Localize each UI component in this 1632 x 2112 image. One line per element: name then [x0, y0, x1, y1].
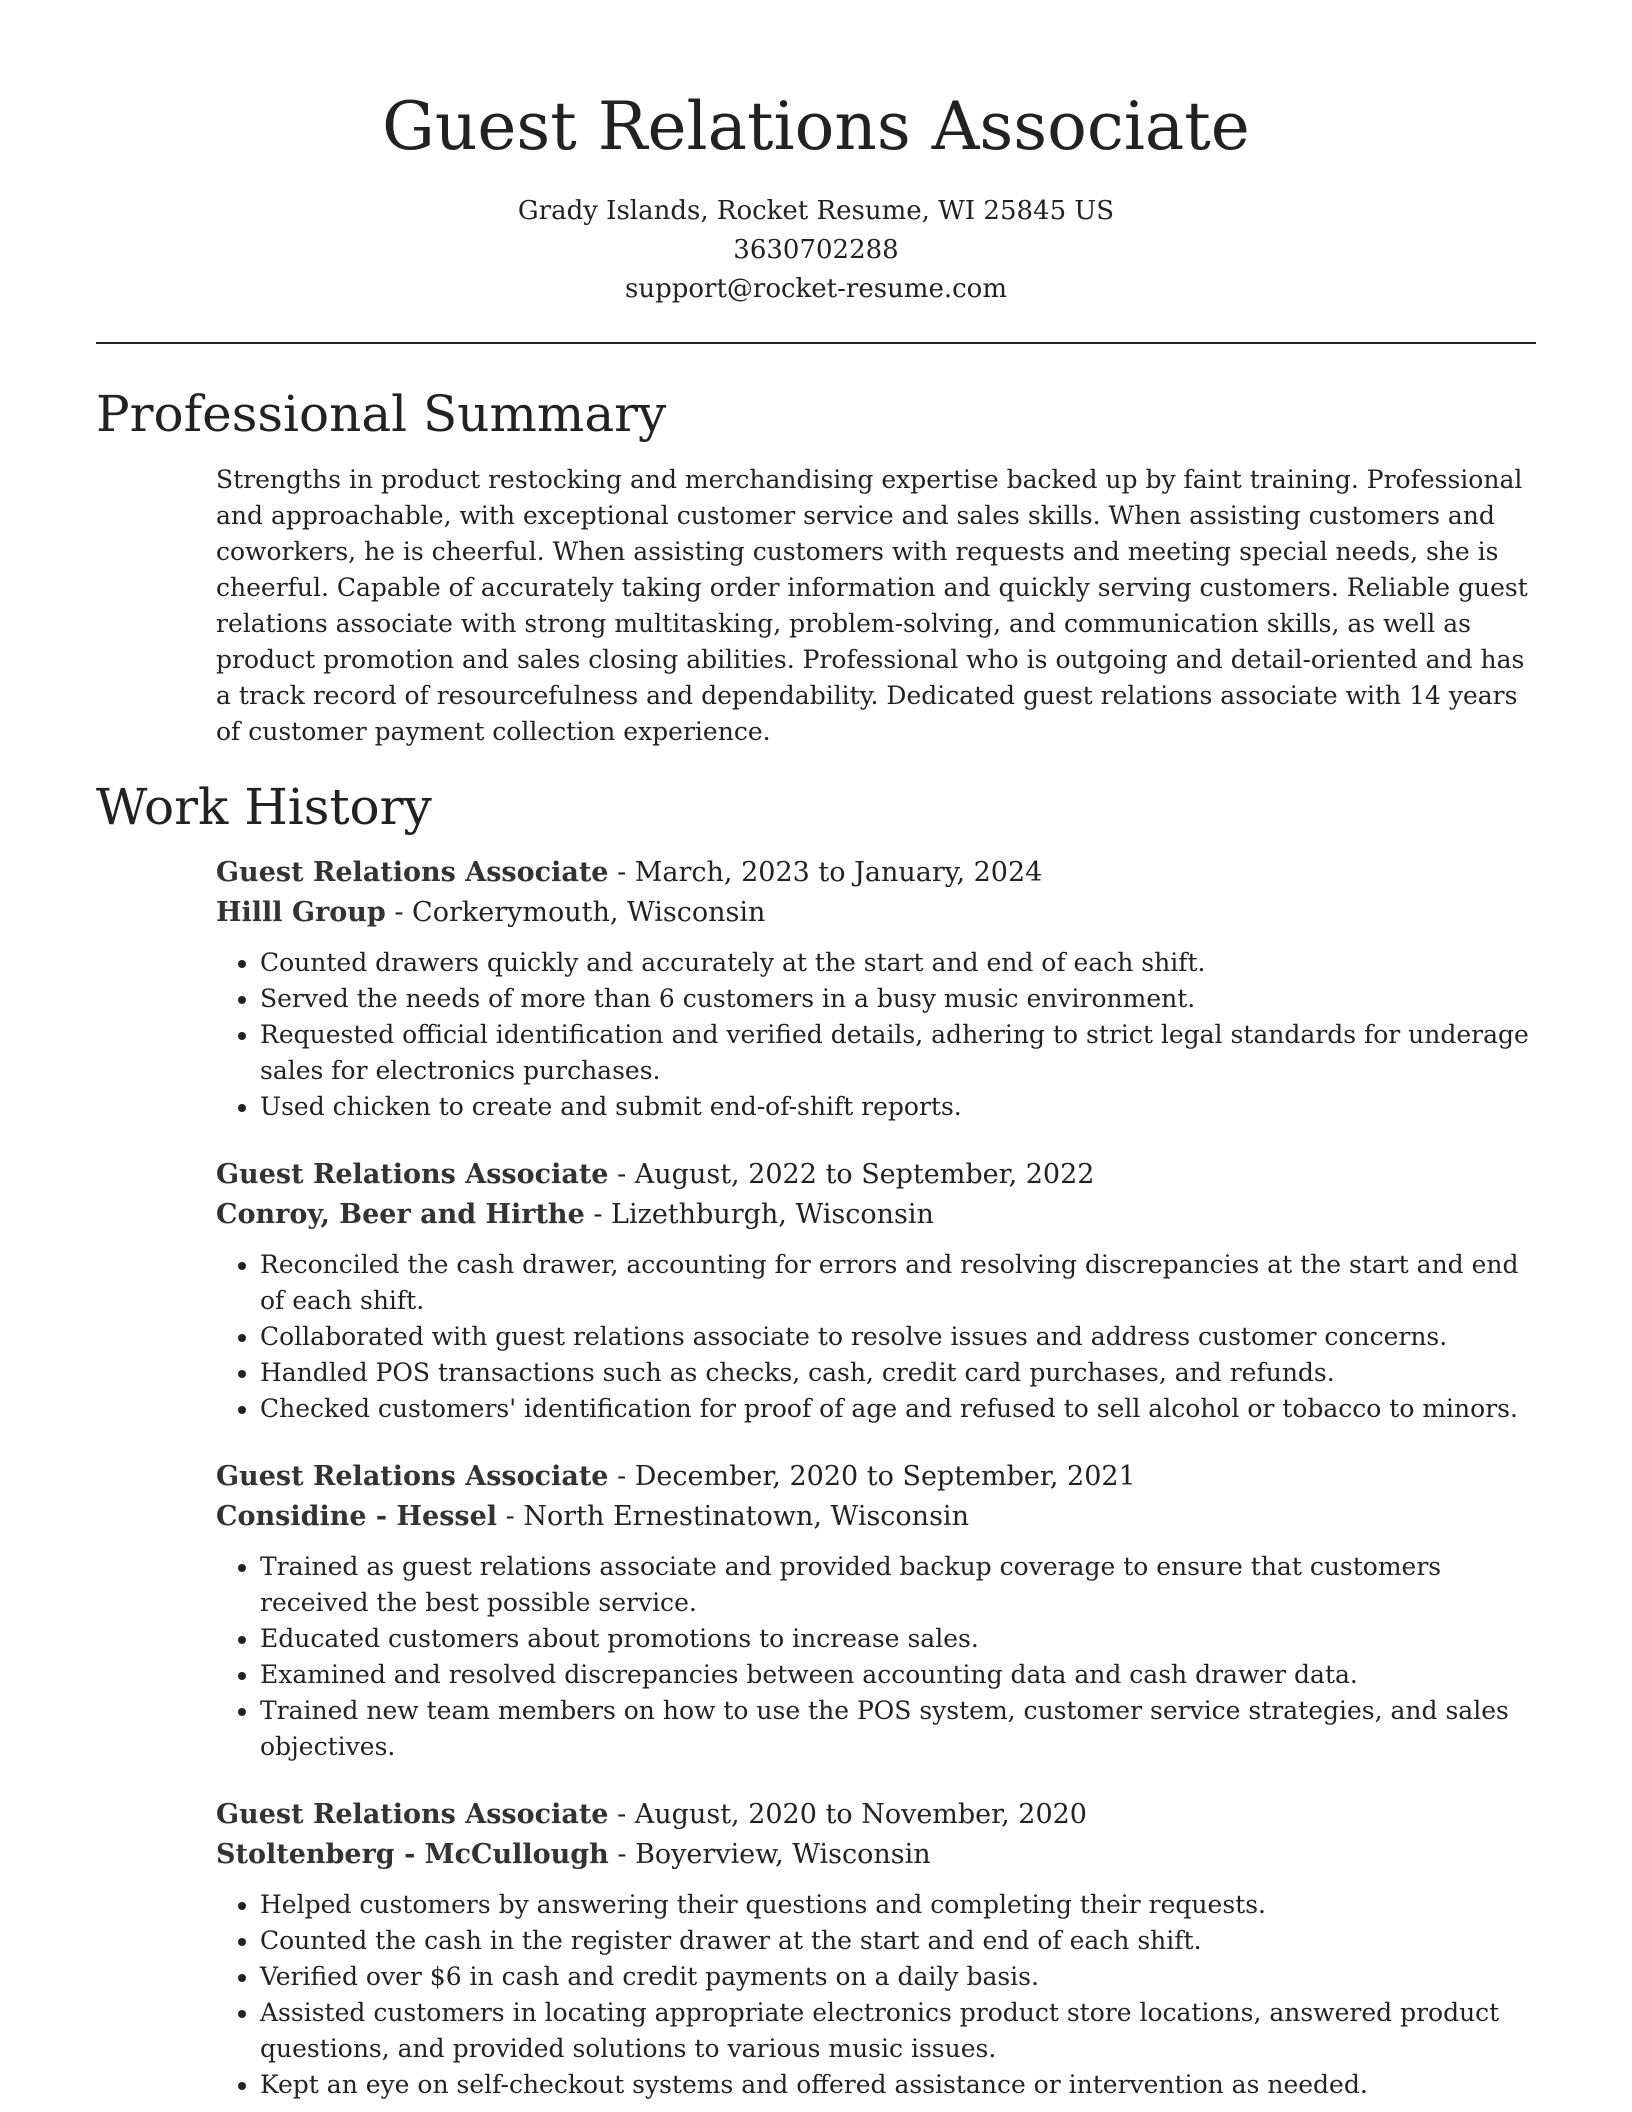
job-bullets: [216, 1247, 1536, 1427]
job-bullet: • Verified over $6 in cash and credit payments on a daily basis.: [260, 1959, 1536, 1995]
job-bullet: • Educated customers about promotions to increase sales.: [260, 1621, 1536, 1657]
job-bullet: • Checked customers' identification for proof of age and refused to sell alcohol or tobacco to minors.: [260, 1391, 1536, 1427]
job-bullet: • Requested official identification and verified details, adhering to strict legal standards for underage sales for electronics purchases.: [260, 1017, 1536, 1089]
job-company-line: [216, 893, 1536, 933]
job-company-line: [216, 1835, 1536, 1875]
job-company-line: [216, 1497, 1536, 1537]
job-bullet: • Trained new team members on how to use the POS system, customer service strategies, and sales objectives.: [260, 1693, 1536, 1765]
job-title: Guest Relations Associate: [216, 1799, 609, 1830]
job-bullet: • Handled POS transactions such as checks, cash, credit card purchases, and refunds.: [260, 1355, 1536, 1391]
job-bullet: • Helped customers by answering their questions and completing their requests.: [260, 1887, 1536, 1923]
job-company: Considine - Hessel: [216, 1501, 498, 1532]
job-title: Guest Relations Associate: [216, 857, 609, 888]
job-bullet: • Counted drawers quickly and accurately at the start and end of each shift.: [260, 945, 1536, 981]
header-divider: [96, 342, 1536, 344]
job-bullet: • Trained as guest relations associate and provided backup coverage to ensure that customers received the best possible service.: [260, 1549, 1536, 1621]
job-bullet: • Counted the cash in the register drawer at the start and end of each shift.: [260, 1923, 1536, 1959]
contact-info: [0, 192, 1632, 309]
summary-text: Strengths in product restocking and merchandising expertise backed up by faint training. Professional and approachable, with exceptional customer service and sales skills. When assisting customers and coworkers, he is cheerful. When assisting customers with requests and meeting special needs, she is cheerful. Capable of accurately taking order information and quickly serving customers. Reliable guest relations associate with strong multitasking, problem-solving, and communication skills, as well as product promotion and sales closing abilities. Professional who is outgoing and detail-oriented and has a track record of resourcefulness and dependability. Dedicated guest relations associate with 14 years of customer payment collection experience.: [216, 465, 1528, 746]
job-bullet: • Assisted customers in locating appropriate electronics product store locations, answered product questions, and provided solutions to various music issues.: [260, 1995, 1536, 2067]
job-bullets: [216, 945, 1536, 1125]
job-title-line: [216, 853, 1536, 893]
job-bullets: [216, 1549, 1536, 1765]
resume-header: [0, 0, 1632, 309]
contact-phone: 3630702288: [733, 235, 899, 265]
job-title-line: [216, 1457, 1536, 1497]
work-history-heading: Work History: [96, 778, 432, 836]
job-location: - Corkerymouth, Wisconsin: [385, 897, 766, 928]
summary-heading: Professional Summary: [96, 385, 667, 443]
job-entry: [216, 853, 1536, 1125]
job-bullet: • Served the needs of more than 6 customers in a busy music environment.: [260, 981, 1536, 1017]
job-title-line: [216, 1795, 1536, 1835]
contact-email: support@rocket-resume.com: [624, 274, 1007, 304]
job-company: Stoltenberg - McCullough: [216, 1839, 609, 1870]
job-bullet: • Examined and resolved discrepancies between accounting data and cash drawer data.: [260, 1657, 1536, 1693]
job-company: Hilll Group: [216, 897, 386, 928]
job-location: - Boyerview, Wisconsin: [608, 1839, 931, 1870]
job-title: Guest Relations Associate: [216, 1461, 609, 1492]
job-dates: - December, 2020 to September, 2021: [608, 1461, 1136, 1492]
job-bullets: [216, 1887, 1536, 2103]
work-history-list: [216, 853, 1536, 2112]
job-bullet: • Reconciled the cash drawer, accounting for errors and resolving discrepancies at the start and end of each shift.: [260, 1247, 1536, 1319]
job-company-line: [216, 1195, 1536, 1235]
job-dates: - August, 2022 to September, 2022: [608, 1159, 1095, 1190]
contact-address: Grady Islands, Rocket Resume, WI 25845 US: [517, 196, 1115, 226]
job-dates: - March, 2023 to January, 2024: [608, 857, 1043, 888]
job-location: - Lizethburgh, Wisconsin: [584, 1199, 934, 1230]
resume-name: Guest Relations Associate: [382, 88, 1250, 165]
job-bullet: • Kept an eye on self-checkout systems and offered assistance or intervention as needed.: [260, 2067, 1536, 2103]
job-title-line: [216, 1155, 1536, 1195]
job-bullet: • Used chicken to create and submit end-of-shift reports.: [260, 1089, 1536, 1125]
job-dates: - August, 2020 to November, 2020: [608, 1799, 1087, 1830]
job-entry: [216, 1155, 1536, 1427]
job-entry: [216, 1795, 1536, 2103]
job-location: - North Ernestinatown, Wisconsin: [497, 1501, 969, 1532]
job-title: Guest Relations Associate: [216, 1159, 609, 1190]
job-entry: [216, 1457, 1536, 1765]
job-bullet: • Collaborated with guest relations associate to resolve issues and address customer concerns.: [260, 1319, 1536, 1355]
job-company: Conroy, Beer and Hirthe: [216, 1199, 585, 1230]
